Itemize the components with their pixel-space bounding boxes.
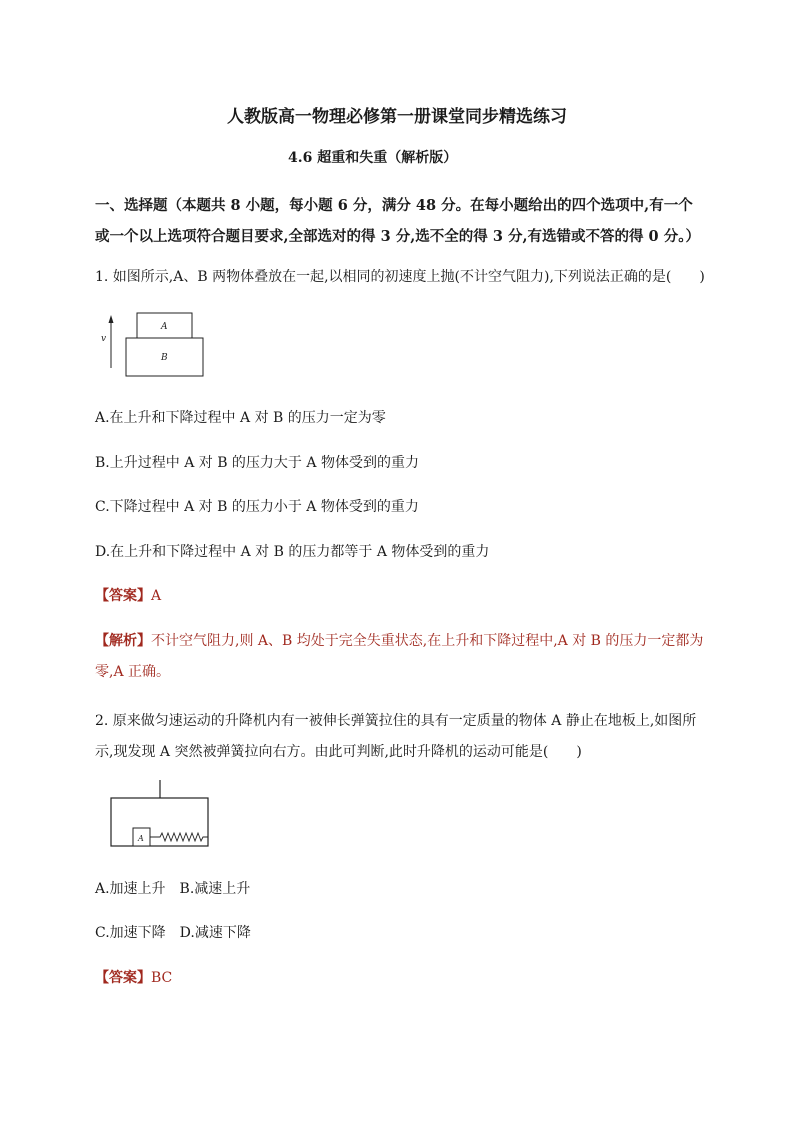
answer-tag: 【答案】	[95, 588, 151, 604]
question-1-option-c: C.下降过程中 A 对 B 的压力小于 A 物体受到的重力	[95, 499, 419, 515]
question-1-analysis	[95, 626, 707, 688]
block-a-label: A	[161, 322, 168, 332]
object-a-label: A	[138, 834, 144, 843]
elevator-cabin	[111, 798, 208, 846]
question-2-figure	[108, 780, 213, 850]
question-1-figure	[100, 310, 210, 380]
question-2-options-line-1: A.加速上升 B.减速上升	[95, 881, 251, 897]
question-1-option-d: D.在上升和下降过程中 A 对 B 的压力都等于 A 物体受到的重力	[95, 544, 490, 560]
analysis-text: 不计空气阻力,则 A、B 均处于完全失重状态,在上升和下降过程中,A 对 B 的压力一定都为零,A 正确。	[95, 633, 704, 680]
page-title: 人教版高一物理必修第一册课堂同步精选练习	[227, 107, 567, 127]
velocity-arrowhead	[109, 315, 114, 323]
question-1-option-a: A.在上升和下降过程中 A 对 B 的压力一定为零	[95, 410, 386, 426]
velocity-label: v	[101, 334, 107, 344]
page-subtitle: 4.6 超重和失重（解析版）	[288, 150, 458, 166]
question-2-answer	[95, 967, 172, 987]
question-1-answer	[95, 585, 161, 605]
block-b-label: B	[161, 353, 168, 363]
question-1-option-b: B.上升过程中 A 对 B 的压力大于 A 物体受到的重力	[95, 455, 419, 471]
answer-value: A	[151, 588, 162, 604]
answer-value: BC	[151, 970, 173, 986]
section-heading: 一、选择题（本题共 8 小题，每小题 6 分，满分 48 分。在每小题给出的四个选项中,有一个或一个以上选项符合题目要求,全部选对的得 3 分,选不全的得 3 分,有选错或不答的得 0 分。）	[95, 197, 700, 245]
question-2-stem: 2. 原来做匀速运动的升降机内有一被伸长弹簧拉住的具有一定质量的物体 A 静止在地板上,如图所示,现发现 A 突然被弹簧拉向右方。由此可判断,此时升降机的运动可能是( )	[95, 713, 697, 760]
answer-tag: 【答案】	[95, 970, 151, 986]
question-2-options-line-2: C.加速下降 D.减速下降	[95, 925, 251, 941]
question-1-stem: 1. 如图所示,A、B 两物体叠放在一起,以相同的初速度上抛(不计空气阻力),下列说法正确的是( )	[95, 269, 705, 285]
analysis-tag: 【解析】	[95, 633, 151, 649]
